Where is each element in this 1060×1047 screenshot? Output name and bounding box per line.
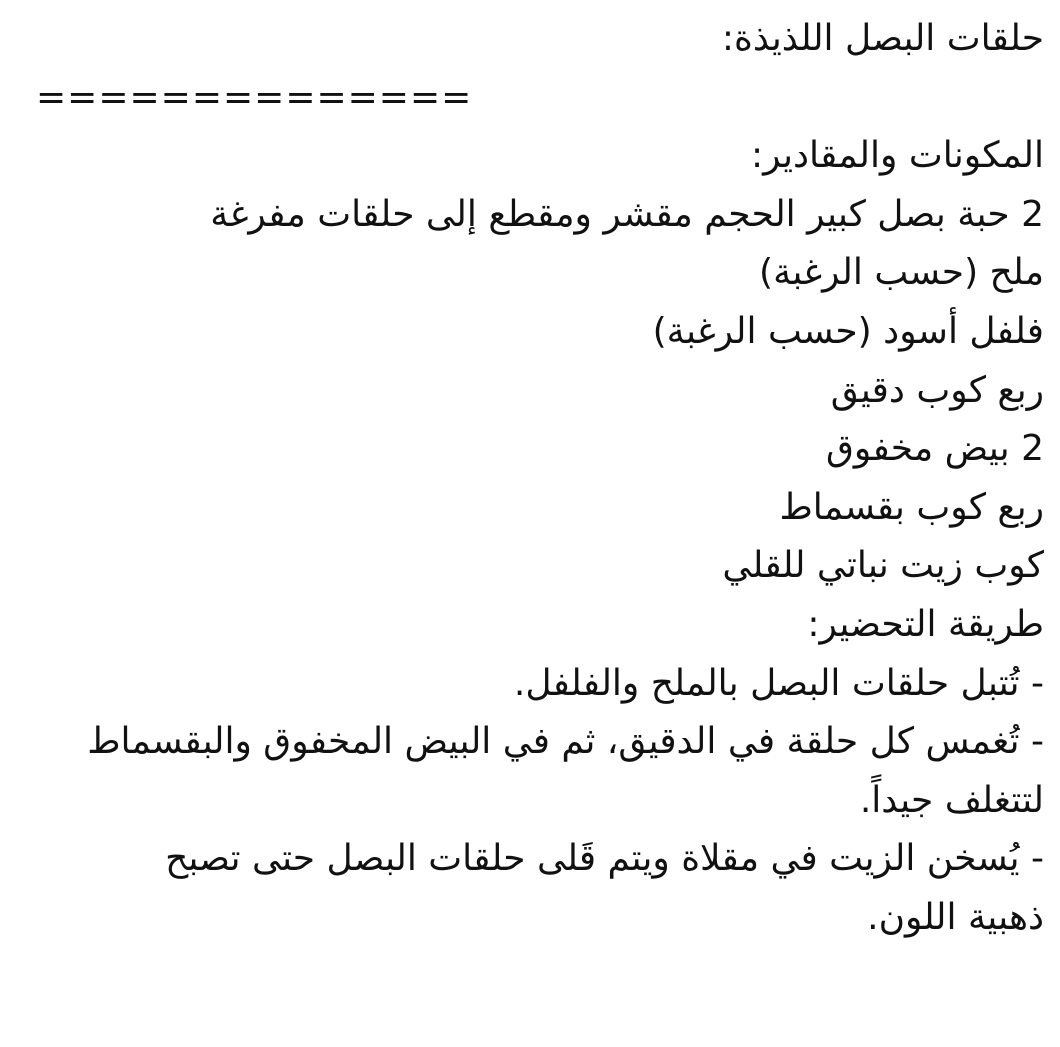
ingredient-item: كوب زيت نباتي للقلي	[722, 545, 1044, 587]
method-heading: طريقة التحضير:	[807, 603, 1044, 645]
method-step-line: ذهبية اللون.	[867, 896, 1044, 938]
ingredient-item: ملح (حسب الرغبة)	[759, 252, 1044, 294]
ingredient-item: 2 بيض مخفوق	[825, 428, 1044, 470]
recipe-title: حلقات البصل اللذيذة:	[721, 18, 1044, 59]
method-step-line: - تُتبل حلقات البصل بالملح والفلفل.	[513, 662, 1044, 704]
title-separator: ==============	[36, 76, 473, 118]
ingredient-item: ربع كوب بقسماط	[779, 486, 1044, 528]
ingredient-item: 2 حبة بصل كبير الحجم مقشر ومقطع إلى حلقات مفرغة	[210, 193, 1044, 235]
method-step-line: - يُسخن الزيت في مقلاة ويتم قَلى حلقات البصل حتى تصبح	[165, 838, 1044, 880]
method-step-line: - تُغمس كل حلقة في الدقيق، ثم في البيض المخفوق والبقسماط	[87, 721, 1044, 763]
method-step-line: لتتغلف جيداً.	[859, 779, 1044, 821]
ingredients-heading: المكونات والمقادير:	[751, 135, 1044, 177]
ingredient-item: فلفل أسود (حسب الرغبة)	[652, 310, 1044, 352]
ingredient-item: ربع كوب دقيق	[830, 369, 1044, 411]
